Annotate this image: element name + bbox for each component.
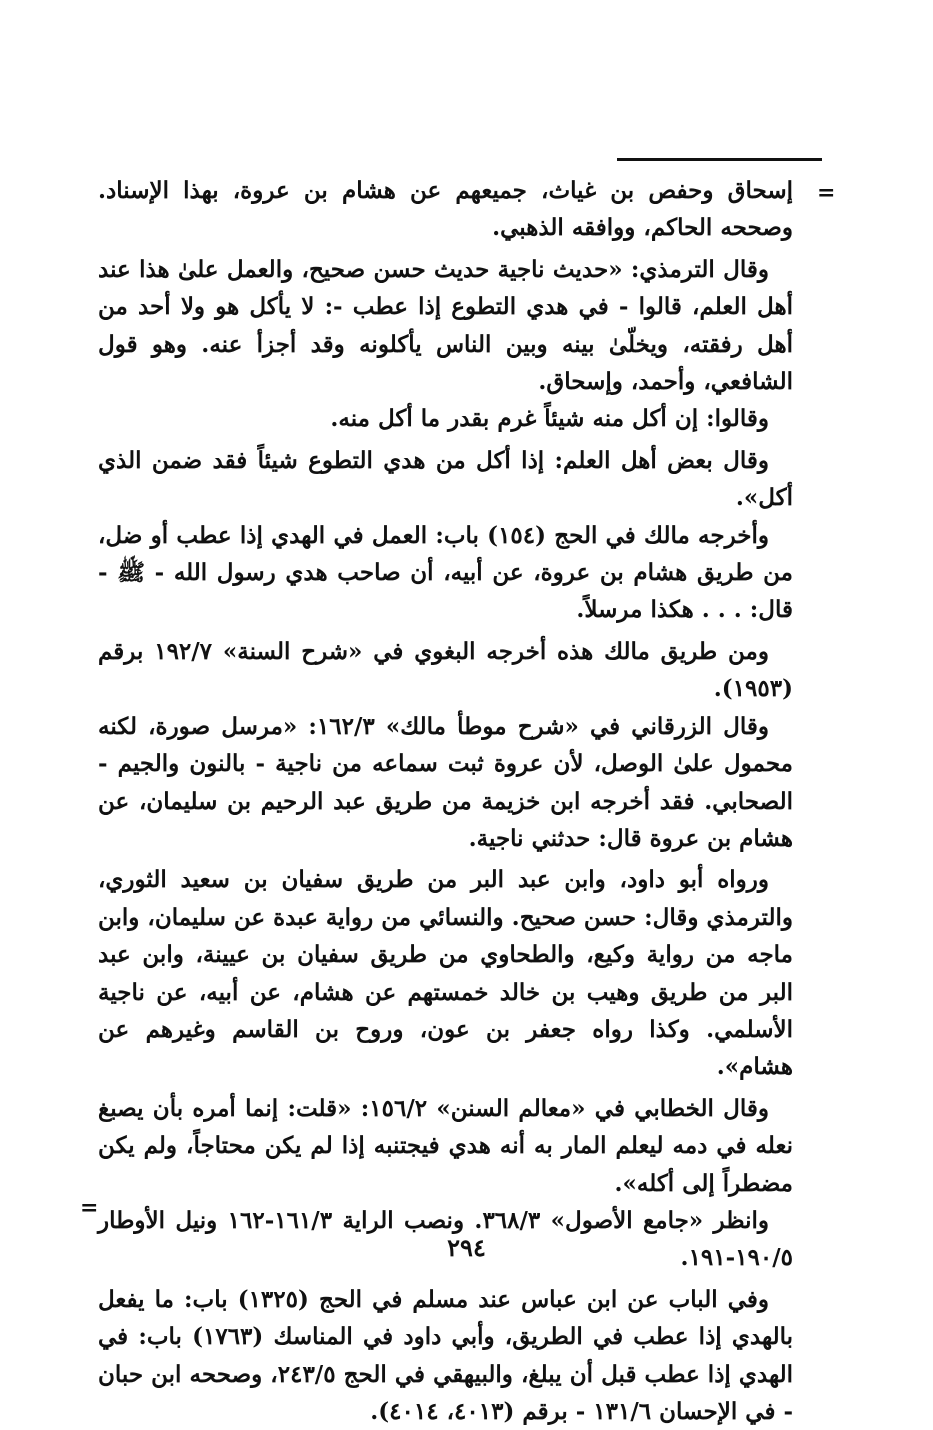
paragraph: ومن طريق مالك هذه أخرجه البغوي في «شرح السنة» ١٩٢/٧ برقم (١٩٥٣). bbox=[98, 637, 793, 703]
continuation-mark-top: = bbox=[817, 180, 836, 206]
page-number: ٢٩٤ bbox=[447, 1233, 486, 1262]
paragraph: وأخرجه مالك في الحج (١٥٤) باب: العمل في الهدي إذا عطب أو ضل، من طريق هشام بن عروة، عن أبيه، أن صاحب هدي رسول الله - ﷺ - قال: . . . هكذا مرسلاً. bbox=[98, 521, 793, 624]
paragraph: وفي الباب عن ابن عباس عند مسلم في الحج (١٣٢٥) باب: ما يفعل بالهدي إذا عطب في الطريق، وأبي داود في المناسك (١٧٦٣) باب: في الهدي إذا عطب قبل أن يبلغ، والبيهقي في الحج ٢٤٣/٥، وصححه ابن حبان - في الإحسان ١٣١/٦ - برقم (٤٠١٣، ٤٠١٤). bbox=[98, 1285, 793, 1425]
paragraph: إسحاق وحفص بن غياث، جميعهم عن هشام بن عروة، بهذا الإسناد. وصححه الحاكم، ووافقه الذهبي. bbox=[98, 177, 793, 242]
paragraph: وقالوا: إن أكل منه شيئاً غرم بقدر ما أكل منه. bbox=[330, 405, 769, 433]
continuation-mark-bottom: = bbox=[80, 1195, 99, 1221]
paragraph: وقال الترمذي: «حديث ناجية حديث حسن صحيح، والعمل علىٰ هذا عند أهل العلم، قالوا - في هدي التطوع إذا عطب -: لا يأكل هو ولا أحد من أهل رفقته، ويخلّىٰ بينه وبين الناس يأكلونه وقد أجزأ عنه. وهو قول الشافعي، وأحمد، وإسحاق. bbox=[98, 255, 793, 396]
paragraph: وقال بعض أهل العلم: إذا أكل من هدي التطوع شيئاً فقد ضمن الذي أكل». bbox=[98, 446, 793, 512]
footnote-separator-rule bbox=[617, 158, 822, 161]
paragraph: ورواه أبو داود، وابن عبد البر من طريق سفيان بن سعيد الثوري، والترمذي وقال: حسن صحيح. والنسائي من رواية عبدة عن سليمان، وابن ماجه من رواية وكيع، والطحاوي من طريق سفيان بن عيينة، وابن عبد البر من طريق وهيب بن خالد خمستهم عن هشام، عن أبيه، عن ناجية الأسلمي. وكذا رواه جعفر بن عون، وروح بن القاسم وغيرهم عن هشام». bbox=[98, 866, 793, 1081]
paragraph: وقال الخطابي في «معالم السنن» ١٥٦/٢: «قلت: إنما أمره بأن يصبغ نعله في دمه ليعلم المار به أنه هدي فيجتنبه إذا لم يكن محتاجاً، ولم يكن مضطراً إلى أكله». bbox=[98, 1094, 793, 1197]
paragraph: وقال الزرقاني في «شرح موطأ مالك» ١٦٢/٣: «مرسل صورة، لكنه محمول علىٰ الوصل، لأن عروة ثبت سماعه من ناجية - بالنون والجيم - الصحابي. فقد أخرجه ابن خزيمة من طريق عبد الرحيم بن سليمان، عن هشام بن عروة قال: حدثني ناجية. bbox=[98, 712, 793, 852]
paragraph: وانظر «جامع الأصول» ٣٦٨/٣. ونصب الراية ١٦١/٣-١٦٢ ونيل الأوطار ١٩٠/٥-١٩١. bbox=[98, 1206, 793, 1272]
